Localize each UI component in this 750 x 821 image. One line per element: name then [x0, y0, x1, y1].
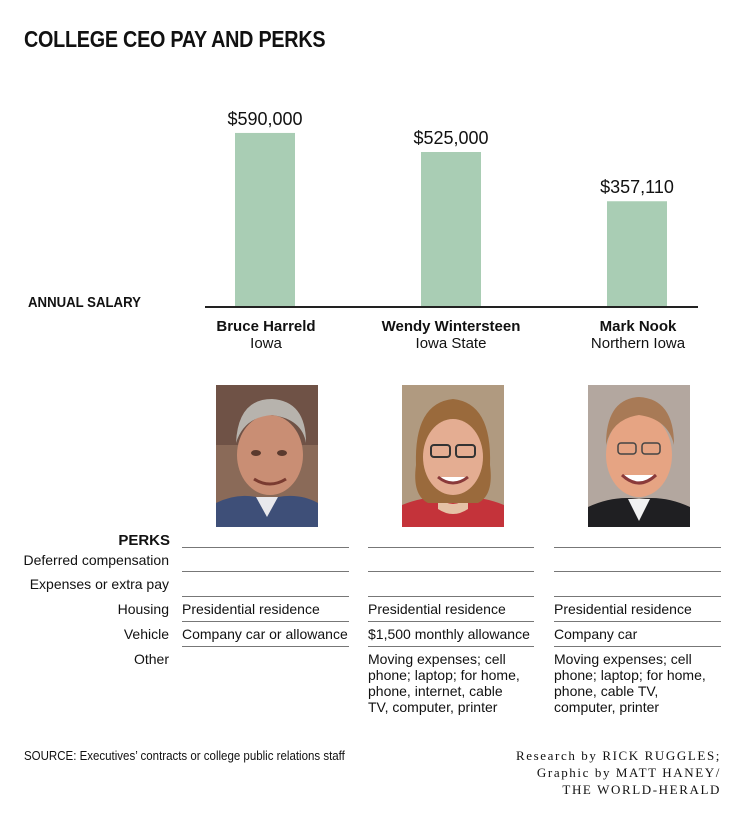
bar-1 — [235, 133, 295, 306]
table-rule — [554, 571, 721, 572]
table-rule — [368, 571, 534, 572]
table-rule — [368, 596, 534, 597]
perk-row-label: Expenses or extra pay — [29, 576, 169, 592]
photo-nook — [588, 385, 690, 527]
perk-cell: Company car or allowance — [182, 626, 348, 642]
table-rule — [182, 596, 349, 597]
person-wintersteen — [358, 318, 544, 352]
bar-value-label: $525,000 — [413, 128, 489, 148]
table-rule — [182, 621, 349, 622]
perk-row-label: Other — [133, 651, 169, 667]
person-name: Bruce Harreld — [216, 318, 316, 335]
person-nook — [545, 318, 731, 352]
axis-label-annual-salary: ANNUAL SALARY — [28, 294, 141, 311]
person-school: Iowa — [250, 335, 282, 352]
credit-line: Research by RICK RUGGLES; — [515, 748, 721, 763]
perk-cell: Presidential residence — [554, 601, 692, 617]
perk-row-label: Housing — [117, 601, 169, 617]
table-rule — [554, 621, 721, 622]
table-rule — [182, 547, 349, 548]
perk-cell: Moving expenses; cell phone; laptop; for home, phone, internet, cable TV, computer, printer — [368, 651, 520, 715]
person-school: Iowa State — [415, 335, 487, 352]
perk-row-label: Vehicle — [123, 626, 169, 642]
page-title: COLLEGE CEO PAY AND PERKS — [24, 26, 326, 52]
perks-heading: PERKS — [118, 532, 170, 549]
credit-line: Graphic by MATT HANEY/ — [536, 765, 721, 780]
table-rule — [368, 646, 534, 647]
perk-cell: Company car — [554, 626, 638, 642]
person-harreld — [173, 318, 359, 352]
table-rule — [554, 646, 721, 647]
bar-value-label: $590,000 — [227, 108, 303, 129]
table-rule — [182, 646, 349, 647]
credit-line: THE WORLD-HERALD — [562, 782, 721, 797]
person-name: Mark Nook — [599, 318, 677, 335]
table-rule — [368, 621, 534, 622]
perk-cell: $1,500 monthly allowance — [368, 626, 530, 642]
person-school: Northern Iowa — [590, 335, 686, 352]
salary-bar-chart — [0, 100, 750, 315]
table-rule — [368, 547, 534, 548]
source-note: SOURCE: Executives’ contracts or college public relations staff — [24, 749, 345, 763]
perk-cell: Presidential residence — [182, 601, 320, 617]
bar-3 — [607, 201, 667, 306]
credit-block — [516, 747, 721, 798]
bar-value-label: $357,110 — [600, 177, 674, 198]
bar-2 — [421, 152, 481, 306]
table-rule — [182, 571, 349, 572]
photo-wintersteen — [402, 385, 504, 527]
perk-cell: Presidential residence — [368, 601, 506, 617]
person-name: Wendy Wintersteen — [381, 318, 521, 335]
perk-cell: Moving expenses; cell phone; laptop; for home, phone, cable TV, computer, printer — [554, 651, 706, 715]
table-rule — [554, 596, 721, 597]
photo-harreld — [216, 385, 318, 527]
table-rule — [554, 547, 721, 548]
perk-row-label: Deferred compensation — [23, 552, 169, 568]
